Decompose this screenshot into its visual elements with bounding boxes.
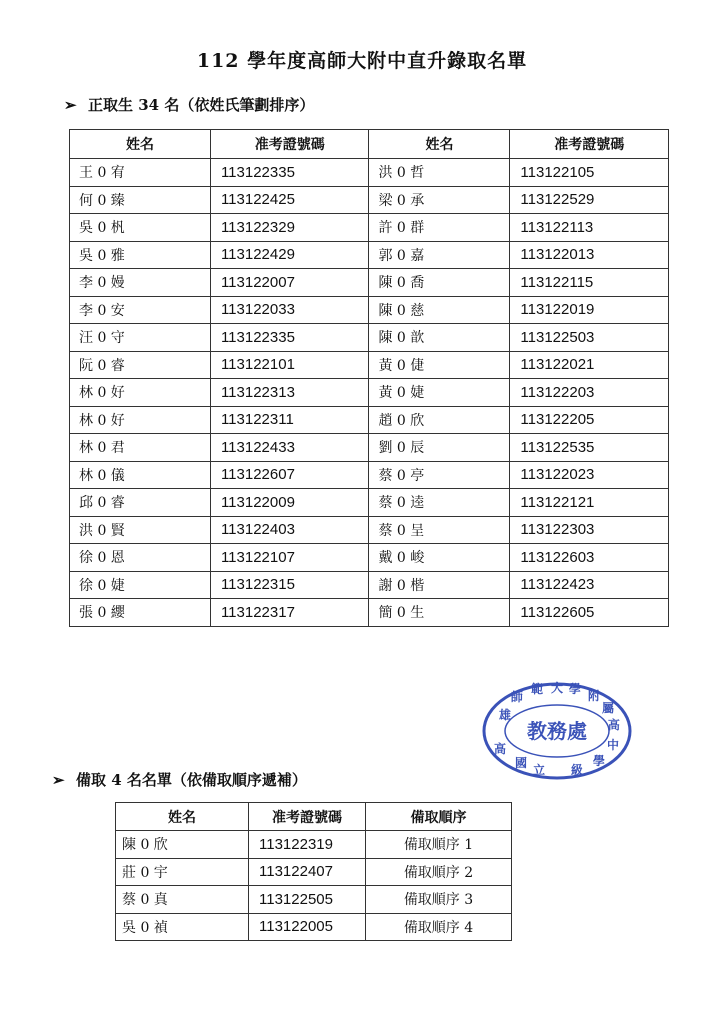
exam-number-cell: 113122121 bbox=[510, 489, 669, 517]
student-name-cell: 陳 0 歆 bbox=[369, 324, 510, 352]
table-row bbox=[70, 516, 669, 544]
exam-number-cell: 113122105 bbox=[510, 159, 669, 187]
exam-number-cell: 113122033 bbox=[210, 296, 369, 324]
student-name-cell: 莊 0 宇 bbox=[116, 858, 249, 886]
exam-number-cell: 113122107 bbox=[210, 544, 369, 572]
table-row bbox=[116, 913, 512, 941]
exam-number-cell: 113122313 bbox=[210, 379, 369, 407]
student-name-cell: 吳 0 杋 bbox=[70, 214, 211, 242]
student-name-cell: 林 0 儀 bbox=[70, 461, 211, 489]
table-row bbox=[70, 214, 669, 242]
arrow-bullet-icon: ➢ bbox=[52, 771, 65, 789]
svg-text:教務處: 教務處 bbox=[527, 719, 587, 743]
student-name-cell: 吳 0 禎 bbox=[116, 913, 249, 941]
alternates-heading-text: 備取 4 名名單（依備取順序遞補） bbox=[76, 771, 307, 789]
exam-number-cell: 113122503 bbox=[510, 324, 669, 352]
student-name-cell: 蔡 0 真 bbox=[116, 886, 249, 914]
student-name-cell: 劉 0 辰 bbox=[369, 434, 510, 462]
student-name-cell: 林 0 好 bbox=[70, 379, 211, 407]
exam-number-cell: 113122607 bbox=[210, 461, 369, 489]
column-header: 姓名 bbox=[369, 130, 510, 159]
table-header-row bbox=[116, 803, 512, 831]
waitlist-order-cell: 備取順序 3 bbox=[366, 886, 512, 914]
student-name-cell: 梁 0 承 bbox=[369, 186, 510, 214]
waitlist-order-cell: 備取順序 4 bbox=[366, 913, 512, 941]
exam-number-cell: 113122005 bbox=[249, 913, 366, 941]
alternates-heading bbox=[52, 769, 307, 790]
table-row bbox=[70, 599, 669, 627]
exam-number-cell: 113122021 bbox=[510, 351, 669, 379]
student-name-cell: 陳 0 慈 bbox=[369, 296, 510, 324]
svg-text:高雄師 範大學 附屬高 中學: 高雄師 範 大 學 附屬高 中學 國 立 級 bbox=[493, 681, 620, 777]
table-row bbox=[70, 241, 669, 269]
student-name-cell: 汪 0 守 bbox=[70, 324, 211, 352]
student-name-cell: 簡 0 生 bbox=[369, 599, 510, 627]
student-name-cell: 何 0 臻 bbox=[70, 186, 211, 214]
student-name-cell: 謝 0 楷 bbox=[369, 571, 510, 599]
table-row bbox=[116, 831, 512, 859]
exam-number-cell: 113122023 bbox=[510, 461, 669, 489]
table-row bbox=[70, 324, 669, 352]
exam-number-cell: 113122505 bbox=[249, 886, 366, 914]
exam-number-cell: 113122433 bbox=[210, 434, 369, 462]
alternates-table bbox=[115, 802, 512, 941]
student-name-cell: 林 0 好 bbox=[70, 406, 211, 434]
exam-number-cell: 113122019 bbox=[510, 296, 669, 324]
student-name-cell: 李 0 嫚 bbox=[70, 269, 211, 297]
table-row bbox=[70, 186, 669, 214]
student-name-cell: 蔡 0 亭 bbox=[369, 461, 510, 489]
exam-number-cell: 113122425 bbox=[210, 186, 369, 214]
student-name-cell: 邱 0 睿 bbox=[70, 489, 211, 517]
table-row bbox=[70, 461, 669, 489]
exam-number-cell: 113122303 bbox=[510, 516, 669, 544]
exam-number-cell: 113122101 bbox=[210, 351, 369, 379]
exam-number-cell: 113122429 bbox=[210, 241, 369, 269]
exam-number-cell: 113122315 bbox=[210, 571, 369, 599]
exam-number-cell: 113122403 bbox=[210, 516, 369, 544]
student-name-cell: 蔡 0 逵 bbox=[369, 489, 510, 517]
exam-number-cell: 113122423 bbox=[510, 571, 669, 599]
table-header-row bbox=[70, 130, 669, 159]
table-row bbox=[70, 571, 669, 599]
student-name-cell: 許 0 群 bbox=[369, 214, 510, 242]
exam-number-cell: 113122013 bbox=[510, 241, 669, 269]
table-row bbox=[70, 544, 669, 572]
exam-number-cell: 113122007 bbox=[210, 269, 369, 297]
exam-number-cell: 113122603 bbox=[510, 544, 669, 572]
exam-number-cell: 113122115 bbox=[510, 269, 669, 297]
exam-number-cell: 113122407 bbox=[249, 858, 366, 886]
exam-number-cell: 113122203 bbox=[510, 379, 669, 407]
exam-number-cell: 113122319 bbox=[249, 831, 366, 859]
table-row bbox=[70, 269, 669, 297]
student-name-cell: 吳 0 雅 bbox=[70, 241, 211, 269]
column-header: 准考證號碼 bbox=[510, 130, 669, 159]
admitted-heading bbox=[64, 94, 314, 115]
student-name-cell: 洪 0 哲 bbox=[369, 159, 510, 187]
exam-number-cell: 113122317 bbox=[210, 599, 369, 627]
exam-number-cell: 113122329 bbox=[210, 214, 369, 242]
table-row bbox=[70, 489, 669, 517]
exam-number-cell: 113122113 bbox=[510, 214, 669, 242]
column-header: 准考證號碼 bbox=[210, 130, 369, 159]
admitted-table bbox=[69, 129, 669, 627]
student-name-cell: 徐 0 恩 bbox=[70, 544, 211, 572]
table-row bbox=[70, 406, 669, 434]
table-row bbox=[116, 886, 512, 914]
student-name-cell: 蔡 0 呈 bbox=[369, 516, 510, 544]
office-seal bbox=[481, 681, 633, 781]
table-row bbox=[70, 296, 669, 324]
student-name-cell: 王 0 宥 bbox=[70, 159, 211, 187]
exam-number-cell: 113122605 bbox=[510, 599, 669, 627]
student-name-cell: 阮 0 睿 bbox=[70, 351, 211, 379]
exam-number-cell: 113122335 bbox=[210, 159, 369, 187]
column-header: 姓名 bbox=[116, 803, 249, 831]
student-name-cell: 趙 0 欣 bbox=[369, 406, 510, 434]
column-header: 姓名 bbox=[70, 130, 211, 159]
waitlist-order-cell: 備取順序 2 bbox=[366, 858, 512, 886]
student-name-cell: 戴 0 峻 bbox=[369, 544, 510, 572]
table-row bbox=[70, 379, 669, 407]
student-name-cell: 黃 0 倢 bbox=[369, 351, 510, 379]
student-name-cell: 陳 0 喬 bbox=[369, 269, 510, 297]
student-name-cell: 黃 0 婕 bbox=[369, 379, 510, 407]
student-name-cell: 陳 0 欣 bbox=[116, 831, 249, 859]
table-row bbox=[70, 434, 669, 462]
column-header: 准考證號碼 bbox=[249, 803, 366, 831]
student-name-cell: 林 0 君 bbox=[70, 434, 211, 462]
column-header: 備取順序 bbox=[366, 803, 512, 831]
exam-number-cell: 113122535 bbox=[510, 434, 669, 462]
exam-number-cell: 113122311 bbox=[210, 406, 369, 434]
table-row bbox=[116, 858, 512, 886]
student-name-cell: 張 0 纓 bbox=[70, 599, 211, 627]
exam-number-cell: 113122529 bbox=[510, 186, 669, 214]
table-row bbox=[70, 159, 669, 187]
student-name-cell: 李 0 安 bbox=[70, 296, 211, 324]
exam-number-cell: 113122205 bbox=[510, 406, 669, 434]
waitlist-order-cell: 備取順序 1 bbox=[366, 831, 512, 859]
admitted-heading-text: 正取生 34 名（依姓氏筆劃排序） bbox=[88, 96, 315, 114]
student-name-cell: 郭 0 嘉 bbox=[369, 241, 510, 269]
student-name-cell: 徐 0 婕 bbox=[70, 571, 211, 599]
exam-number-cell: 113122009 bbox=[210, 489, 369, 517]
page-title: 112 學年度高師大附中直升錄取名單 bbox=[196, 50, 528, 72]
student-name-cell: 洪 0 賢 bbox=[70, 516, 211, 544]
exam-number-cell: 113122335 bbox=[210, 324, 369, 352]
table-row bbox=[70, 351, 669, 379]
arrow-bullet-icon: ➢ bbox=[64, 96, 77, 114]
